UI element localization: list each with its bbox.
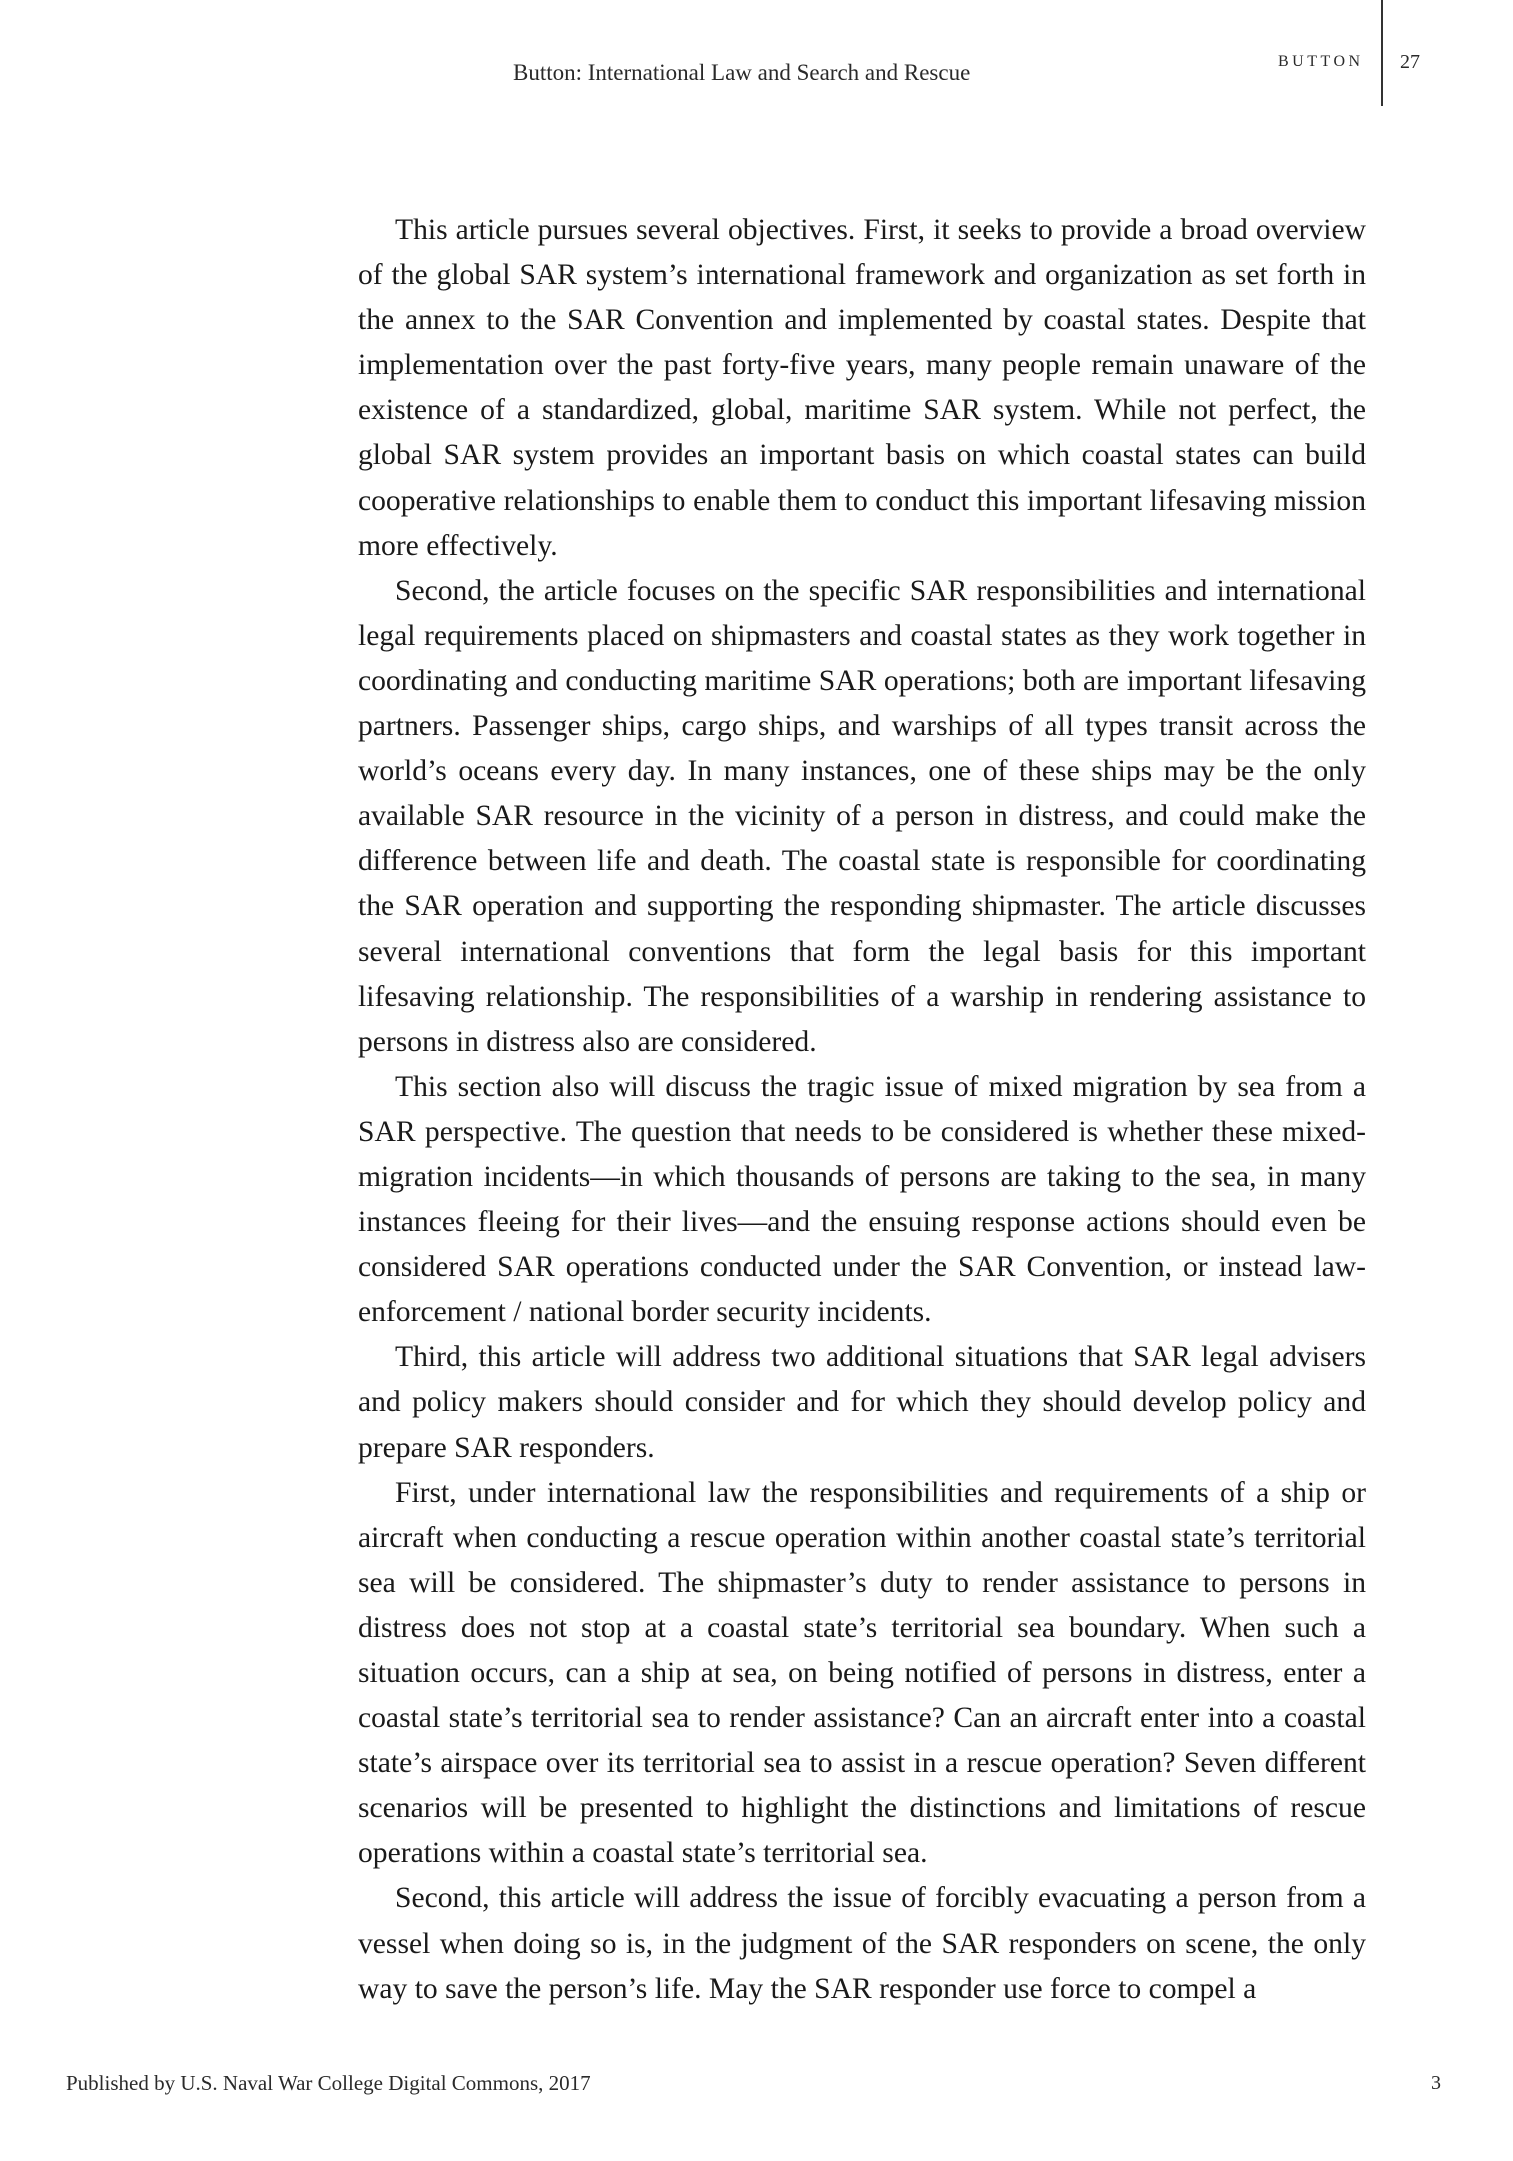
header-divider — [1381, 0, 1383, 106]
paragraph: This article pursues several objectives. First, it seeks to provide a broad overview of the global SAR system’s international framework and organization as set forth in the annex to the SAR Convention and implemented by coastal states. Despite that implementation over the past forty-five years, many people remain unaware of the existence of a standardized, global, maritime SAR system. While not perfect, the global SAR system provides an important basis on which coastal states can build cooperative relationships to enable them to conduct this important lifesaving mission more effectively. — [358, 214, 1366, 562]
journal-page-number: 27 — [1400, 51, 1420, 73]
paragraph: Third, this article will address two additional situations that SAR legal advisers and policy makers should consider and for which they should develop policy and prepare SAR responders. — [358, 1341, 1366, 1464]
paragraph: This section also will discuss the tragic issue of mixed migration by sea from a SAR perspective. The question that needs to be considered is whether these mixed-migration incidents—in which thousands of persons are taking to the sea, in many instances fleeing for their lives—and the ensuing response actions should even be considered SAR operations conducted under the SAR Convention, or instead law-enforcement / national border security incidents. — [358, 1070, 1366, 1329]
publisher-credit: Published by U.S. Naval War College Digital Commons, 2017 — [66, 2071, 591, 2095]
running-author: BUTTON — [1278, 53, 1364, 70]
paragraph: Second, the article focuses on the specific SAR responsibilities and international legal requirements placed on shipmasters and coastal states as they work together in coordinating and conducting maritime SAR operations; both are important lifesaving partners. Passenger ships, cargo ships, and warships of all types transit across the world’s oceans every day. In many instances, one of these ships may be the only available SAR resource in the vicinity of a person in distress, and could make the difference between life and death. The coastal state is responsible for coordinating the SAR operation and supporting the responding shipmaster. The article discusses several international conventions that form the legal basis for this important lifesaving relationship. The responsibilities of a warship in rendering assistance to persons in distress also are considered. — [358, 574, 1366, 1058]
article-body — [358, 208, 1366, 2012]
paragraph: Second, this article will address the issue of forcibly evacuating a person from a vessel when doing so is, in the judgment of the SAR responders on scene, the only way to save the person’s life. May the SAR responder use force to compel a — [358, 1882, 1366, 2005]
paragraph: First, under international law the responsibilities and requirements of a ship or aircraft when conducting a rescue operation within another coastal state’s territorial sea will be considered. The shipmaster’s duty to render assistance to persons in distress does not stop at a coastal state’s territorial sea boundary. When such a situation occurs, can a ship at sea, on being notified of persons in distress, enter a coastal state’s territorial sea to render assistance? Can an aircraft enter into a coastal state’s airspace over its territorial sea to assist in a rescue operation? Seven different scenarios will be presented to highlight the distinctions and limitations of rescue operations within a coastal state’s territorial sea. — [358, 1476, 1366, 1870]
running-title: Button: International Law and Search and Rescue — [513, 60, 971, 85]
pdf-page-number: 3 — [1431, 2072, 1441, 2094]
